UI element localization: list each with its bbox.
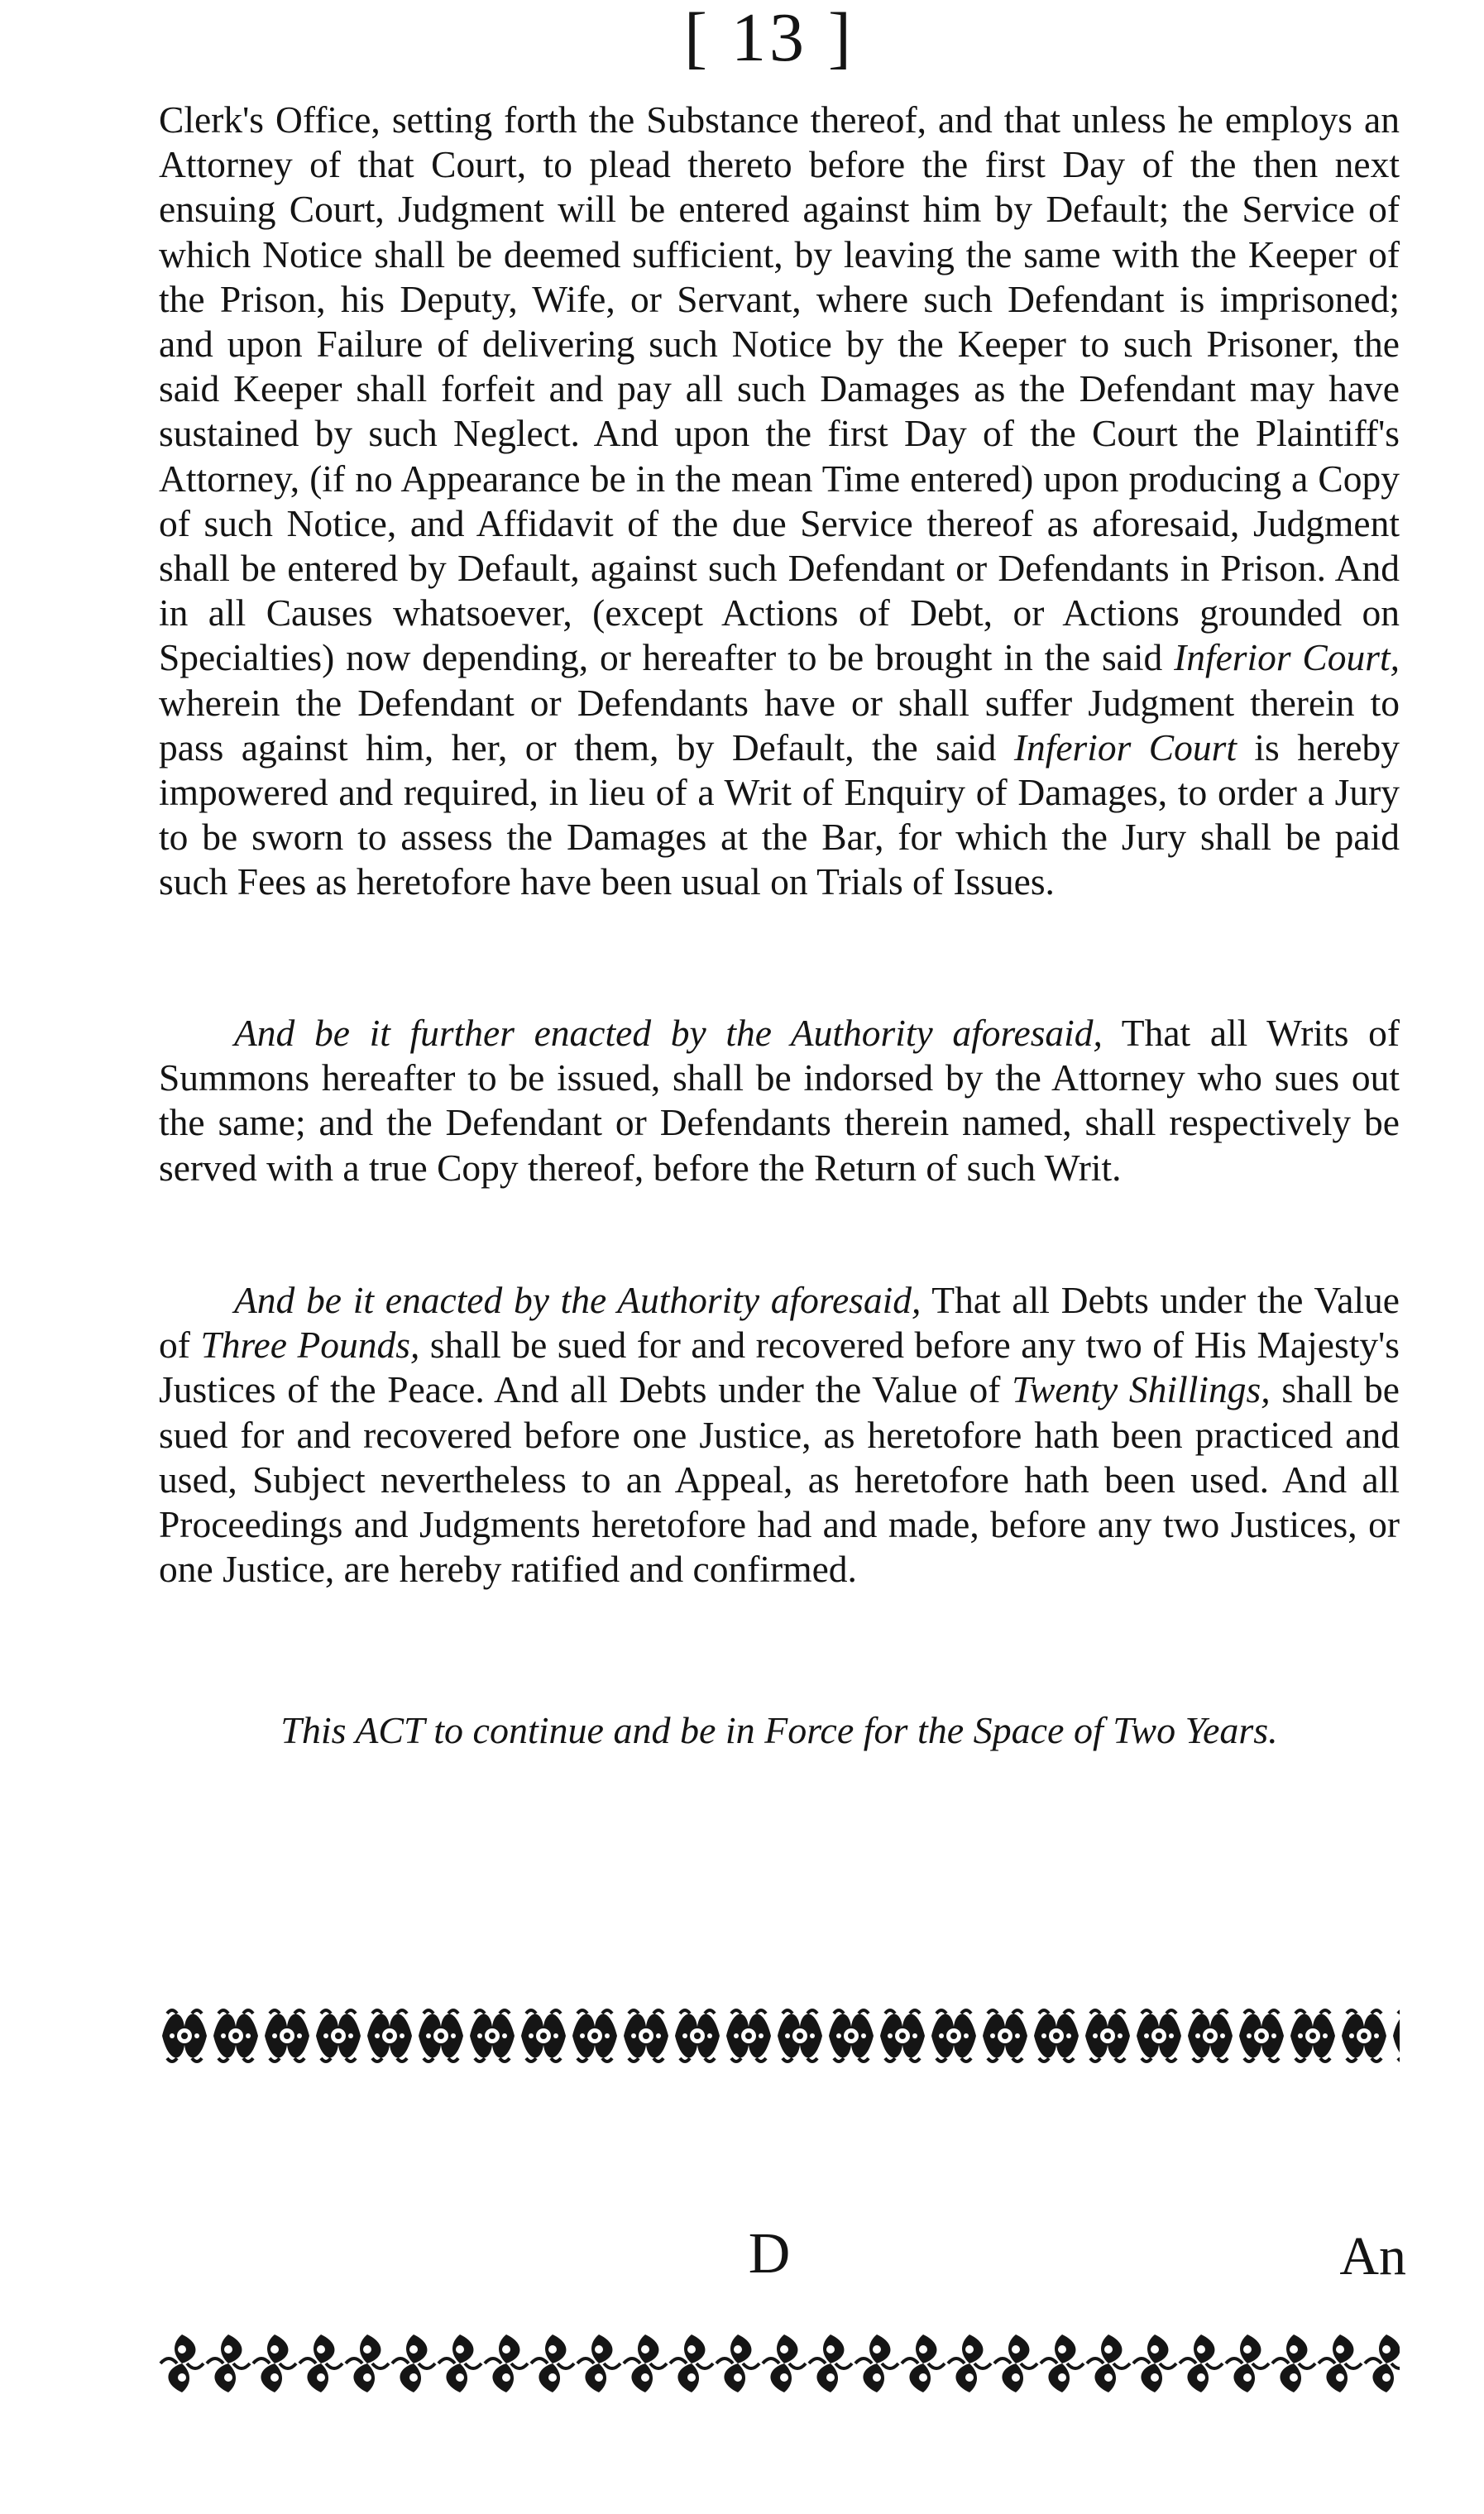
paragraph-3-text-2: shall be sued for and recovered before any two of His Majesty's Justices of the Peace. And all Debts under the Value of: [159, 1324, 1400, 1411]
closing-line: This ACT to continue and be in Force for the Space of Two Years.: [280, 1709, 1278, 1751]
signature-mark: D: [748, 2222, 791, 2286]
paragraph-2-text: That all Writs of Summons hereafter to be issued, shall be indorsed by the Attorney who sues out the same; and the Defendant or Defendants therein named, shall respectively be served with a true Copy thereof, before the Return of such Writ.: [159, 1012, 1400, 1189]
italic-inferior-court-2: Inferior Court: [1013, 725, 1237, 769]
paragraph-2: [159, 1011, 1400, 1190]
paragraph-3-text-1: That all Debts under the Value of: [159, 1279, 1400, 1367]
enacting-clause-2: And be it further enacted by the Authority aforesaid,: [234, 1012, 1103, 1054]
enacting-clause-3: And be it enacted by the Authority aforesaid,: [234, 1279, 922, 1321]
paragraph-1-text: Clerk's Office, setting forth the Substance thereof, and that unless he employs an Attorney of that Court, to plead thereto before the first Day of the then next ensuing Court, Judgment will be entered against him by Default; the Service of which Notice shall be deemed sufficient, by leaving the same with the Keeper of the Prison, his Deputy, Wife, or Servant, where such Defendant is imprisoned; and upon Failure of delivering such Notice by the Keeper to such Prisoner, the said Keeper shall forfeit and pay all such Damages as the Defendant may have sustained by such Neglect. And upon the first Day of the Court the Plaintiff's Attorney, (if no Appearance be in the mean Time entered) upon producing a Copy of such Notice, and Affidavit of the due Service thereof as aforesaid, Judgment shall be entered by Default, against such Defendant or Defendants in Prison. And in all Causes whatsoever, (except Actions of Debt, or Actions grounded on Specialties) now depending, or hereafter to be brought in the said: [159, 98, 1400, 679]
page-number: [ 13 ]: [684, 0, 854, 76]
italic-inferior-court-1: Inferior Court,: [1174, 636, 1400, 679]
catchword: An: [1339, 2226, 1406, 2287]
paragraph-1: [159, 98, 1400, 905]
italic-three-pounds: Three Pounds,: [200, 1324, 420, 1367]
ornament-band-top: [159, 2002, 1400, 2070]
italic-twenty-shillings: Twenty Shillings,: [1012, 1368, 1271, 1411]
paragraph-1-mid: wherein the Defendant or Defendants have or shall suffer Judgment therein to pass against him, her, or them, by Default, the said: [159, 681, 1400, 769]
ornament-band-bottom: [159, 2330, 1400, 2397]
paragraph-3: [159, 1278, 1400, 1592]
paragraph-3-text-3: shall be sued for and recovered before one Justice, as heretofore hath been practiced and used, Subject nevertheless to an Appeal, as heretofore hath been used. And all Proceedings and Judgments heretofore had and made, before any two Justices, or one Justice, are hereby ratified and confirmed.: [159, 1368, 1400, 1591]
paragraph-1-end: is hereby impowered and required, in lieu of a Writ of Enquiry of Damages, to order a Jury to be sworn to assess the Damages at the Bar, for which the Jury shall be paid such Fees as heretofore have been usual on Trials of Issues.: [159, 725, 1400, 903]
